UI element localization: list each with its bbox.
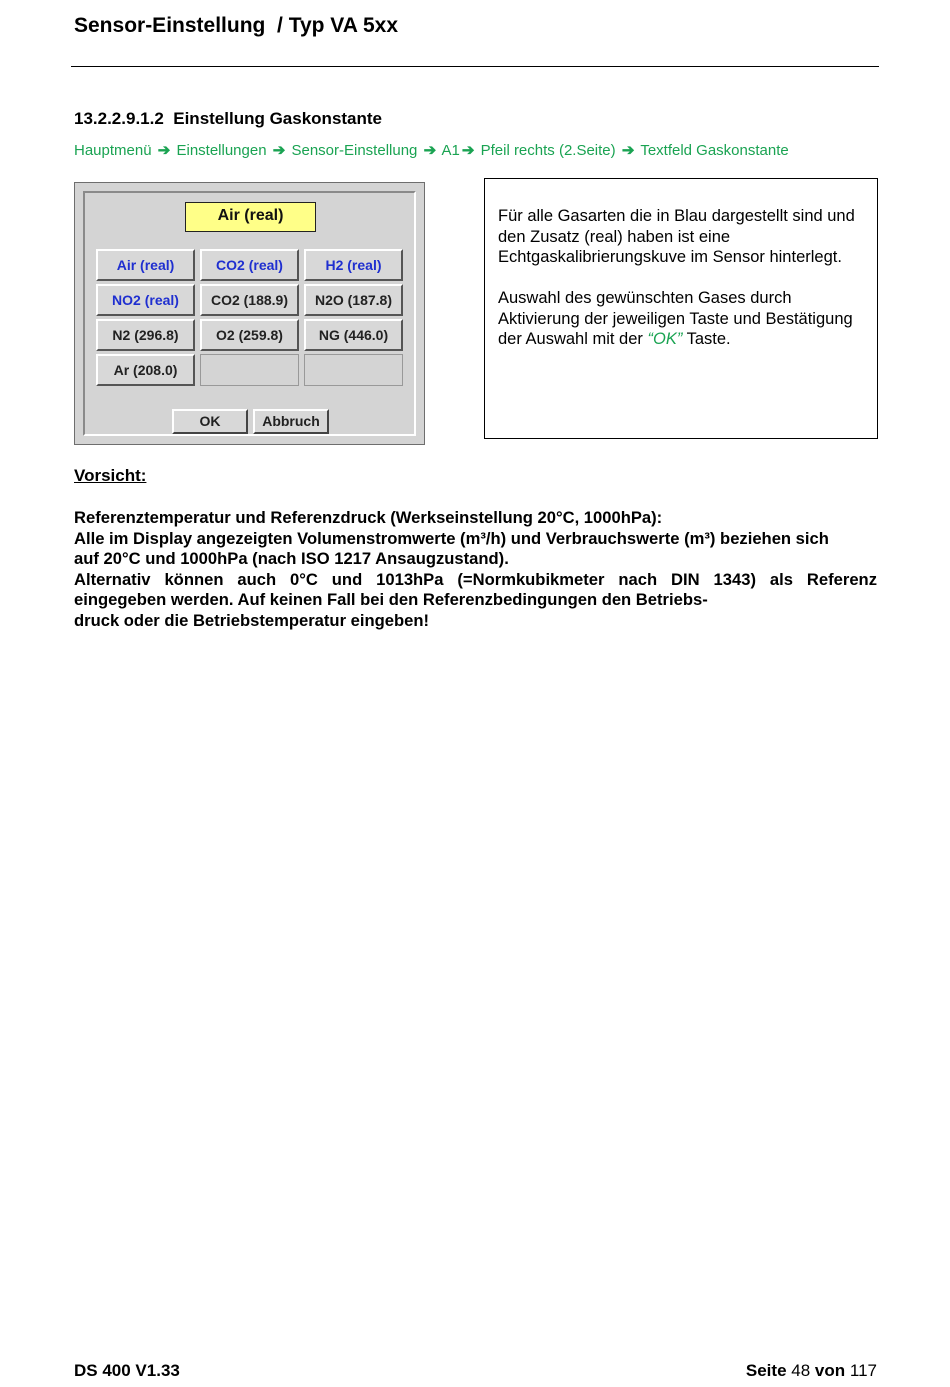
arrow-right-icon: ➔ <box>461 142 475 159</box>
caution-line: Alle im Display angezeigten Volumenstromwerte (m³/h) und Verbrauchswerte (m³) beziehen sich <box>74 528 829 548</box>
ok-keyword: “OK” <box>647 330 683 348</box>
page-current: 48 <box>791 1361 811 1380</box>
info-paragraph-2-tail: Taste. <box>682 330 731 348</box>
nav-item-hauptmenue: Hauptmenü <box>74 142 152 159</box>
gas-button-empty[interactable] <box>304 354 403 386</box>
section-heading: 13.2.2.9.1.2 Einstellung Gaskonstante <box>74 109 383 128</box>
of-word: von <box>814 1361 846 1380</box>
footer-page-number <box>746 1361 877 1381</box>
gas-button-h2-real[interactable]: H2 (real) <box>304 249 403 281</box>
caution-line: eingegeben werden. Auf keinen Fall bei den Referenzbedingungen den Betriebs- <box>74 590 708 609</box>
info-paragraph-1: Für alle Gasarten die in Blau dargestellt sind und den Zusatz (real) haben ist eine Echtgaskalibrierungskuve im Sensor hinterlegt. <box>498 207 855 266</box>
footer-document-version: DS 400 V1.33 <box>74 1361 180 1380</box>
arrow-right-icon: ➔ <box>272 142 286 159</box>
caution-line: Alternativ können auch 0°C und 1013hPa (=Normkubikmeter nach DIN 1343) als Referenz <box>74 569 877 589</box>
page-total: 117 <box>849 1361 877 1380</box>
gas-button-no2-real[interactable]: NO2 (real) <box>96 284 195 316</box>
gas-button-empty[interactable] <box>200 354 299 386</box>
info-box <box>484 178 878 439</box>
page-header-title: Sensor-Einstellung / Typ VA 5xx <box>74 14 399 37</box>
info-paragraph-2 <box>498 288 863 350</box>
gas-button-n2[interactable]: N2 (296.8) <box>96 319 195 351</box>
gas-button-air-real[interactable]: Air (real) <box>96 249 195 281</box>
arrow-right-icon: ➔ <box>157 142 171 159</box>
nav-item-sensor-einstellung: Sensor-Einstellung <box>291 142 418 159</box>
info-paragraph-2-text: Auswahl des gewünschten Gases durch Aktivierung der jeweiligen Taste und Bestätigung der Auswahl mit der <box>498 289 853 348</box>
caution-line: auf 20°C und 1000hPa (nach ISO 1217 Ansaugzustand). <box>74 549 509 568</box>
nav-item-einstellungen: Einstellungen <box>176 142 267 159</box>
caution-line: Referenztemperatur und Referenzdruck (Werkseinstellung 20°C, 1000hPa): <box>74 508 663 527</box>
navigation-path <box>74 141 789 159</box>
gas-button-ng[interactable]: NG (446.0) <box>304 319 403 351</box>
gas-button-ar[interactable]: Ar (208.0) <box>96 354 195 386</box>
selected-gas-field: Air (real) <box>185 202 316 232</box>
nav-item-pfeil-rechts: Pfeil rechts (2.Seite) <box>480 142 616 159</box>
gas-button-co2[interactable]: CO2 (188.9) <box>200 284 299 316</box>
gas-button-n2o[interactable]: N2O (187.8) <box>304 284 403 316</box>
cancel-button[interactable]: Abbruch <box>253 409 329 434</box>
caution-text <box>74 508 877 631</box>
nav-item-a1: A1 <box>441 142 460 159</box>
arrow-right-icon: ➔ <box>621 142 635 159</box>
caution-label: Vorsicht: <box>74 466 147 485</box>
page-word: Seite <box>745 1361 787 1380</box>
caution-line: druck oder die Betriebstemperatur eingeben! <box>74 610 430 630</box>
arrow-right-icon: ➔ <box>423 142 437 159</box>
gas-button-o2[interactable]: O2 (259.8) <box>200 319 299 351</box>
header-divider <box>71 66 879 67</box>
nav-item-textfeld-gaskonstante: Textfeld Gaskonstante <box>640 142 789 159</box>
ok-button[interactable]: OK <box>172 409 248 434</box>
gas-button-co2-real[interactable]: CO2 (real) <box>200 249 299 281</box>
